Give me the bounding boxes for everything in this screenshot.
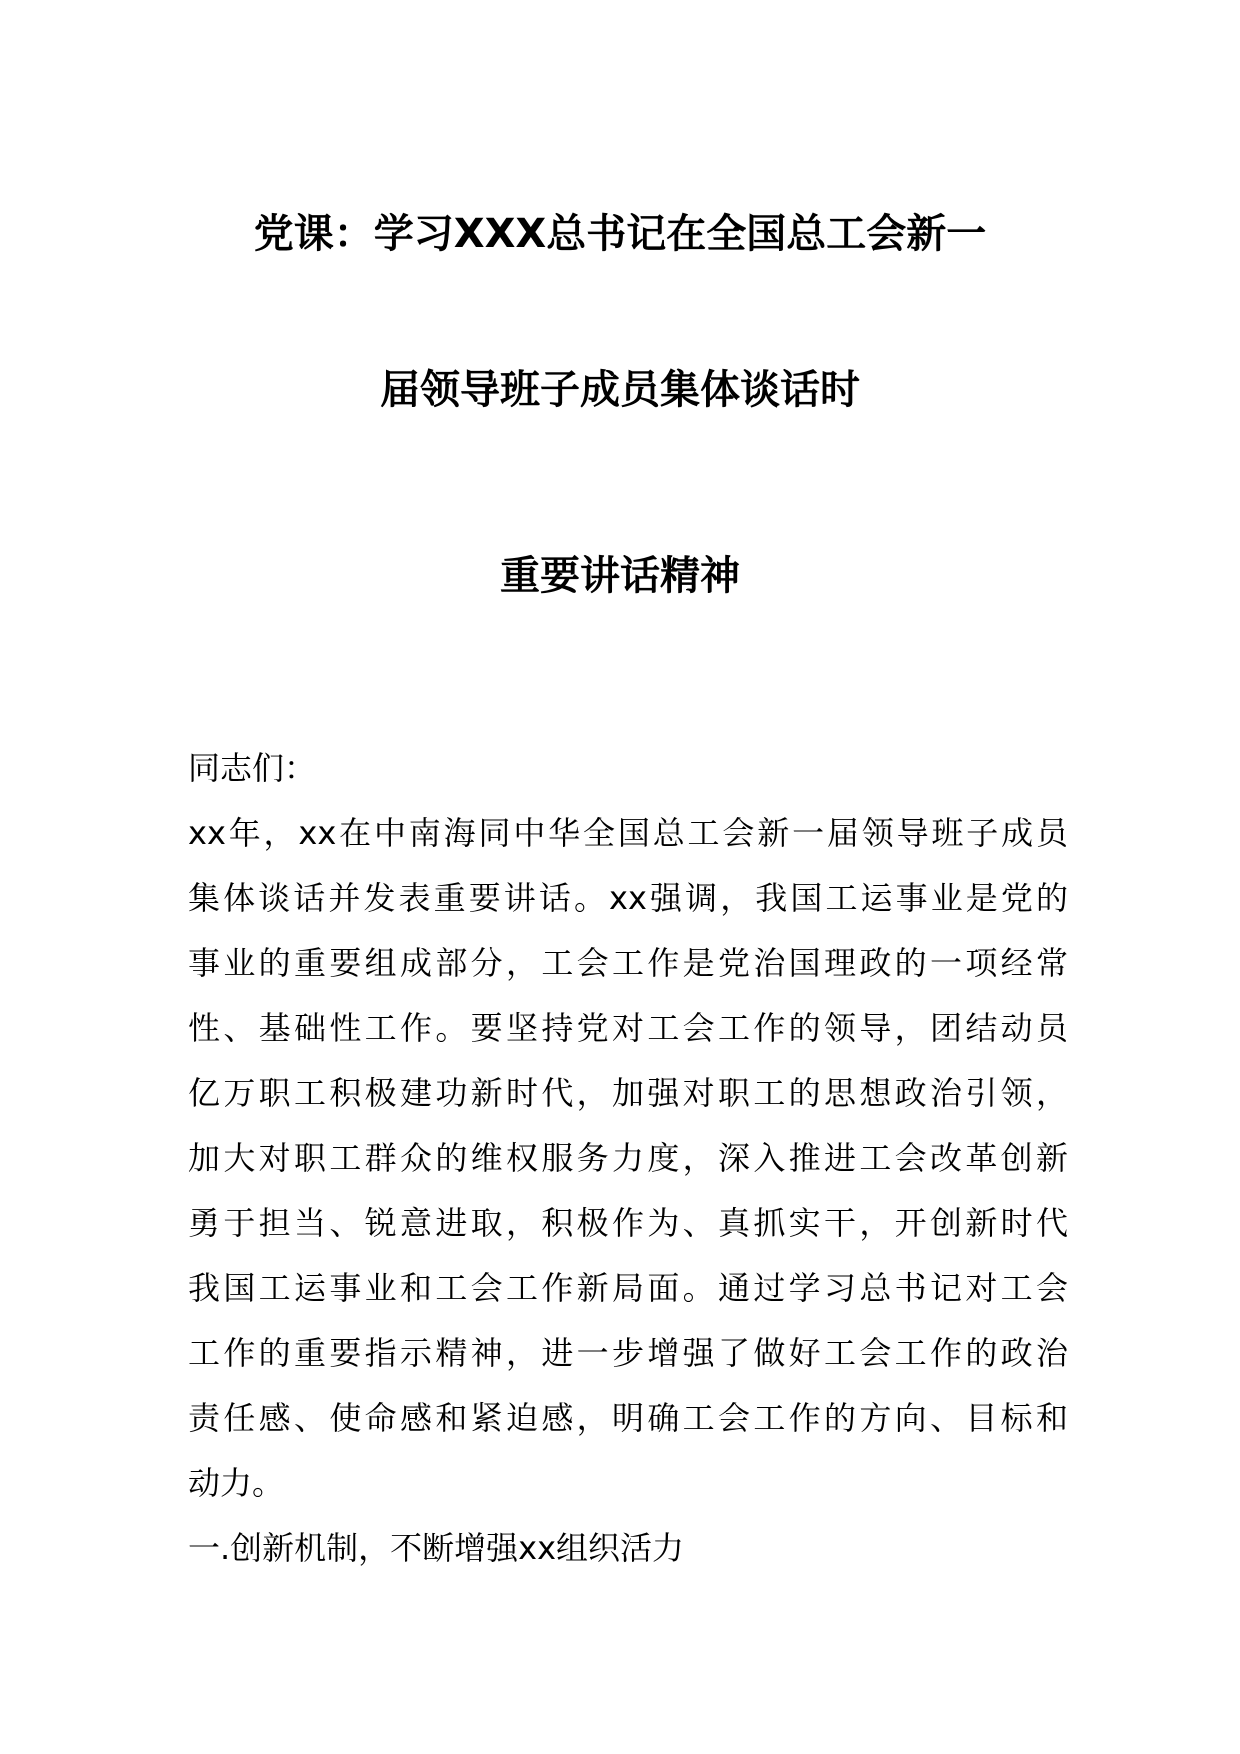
paragraph-line: 我国工运事业和工会工作新局面。通过学习总书记对工会 — [188, 1269, 1068, 1307]
paragraph-line-last: 动力。 — [188, 1464, 285, 1502]
paragraph-line: xx年，xx在中南海同中华全国总工会新一届领导班子成员 — [188, 814, 1068, 852]
salutation: 同志们： — [188, 749, 317, 787]
document-title-line-2: 届领导班子成员集体谈话时 — [380, 367, 860, 413]
paragraph-line: 亿万职工积极建功新时代，加强对职工的思想政治引领， — [188, 1074, 1068, 1112]
paragraph-line: 集体谈话并发表重要讲话。xx强调，我国工运事业是党的 — [188, 879, 1068, 917]
paragraph-line: 事业的重要组成部分，工会工作是党治国理政的一项经常 — [188, 944, 1068, 982]
paragraph-line: 性、基础性工作。要坚持党对工会工作的领导，团结动员 — [188, 1009, 1068, 1047]
document-title-line-1: 党课：学习XXX总书记在全国总工会新一 — [253, 211, 987, 257]
section-heading: 一.创新机制，不断增强xx组织活力 — [188, 1529, 685, 1567]
paragraph-line: 加大对职工群众的维权服务力度，深入推进工会改革创新 — [188, 1139, 1068, 1177]
document-title-line-3: 重要讲话精神 — [500, 553, 740, 599]
paragraph-line: 工作的重要指示精神，进一步增强了做好工会工作的政治 — [188, 1334, 1068, 1372]
document-body — [188, 736, 1068, 1581]
paragraph-line: 责任感、使命感和紧迫感，明确工会工作的方向、目标和 — [188, 1399, 1068, 1437]
paragraph-line: 勇于担当、锐意进取，积极作为、真抓实干，开创新时代 — [188, 1204, 1068, 1242]
